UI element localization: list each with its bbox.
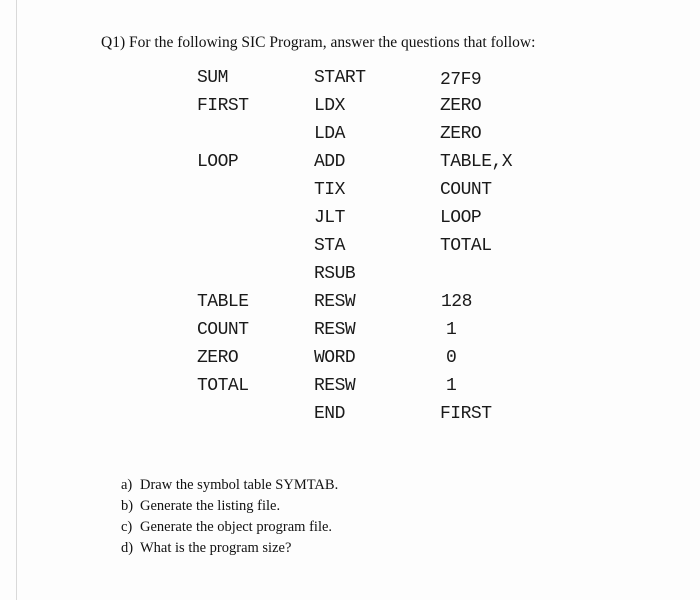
task-item [121, 496, 338, 517]
task-text: Generate the listing file. [140, 498, 281, 514]
program-opcode: LDX [314, 96, 345, 116]
program-operand: 1 [446, 376, 457, 396]
task-marker: c) [121, 519, 133, 535]
program-opcode: STA [314, 236, 345, 256]
task-text: What is the program size? [140, 540, 292, 556]
program-opcode: RESW [314, 292, 356, 312]
task-text: Draw the symbol table SYMTAB. [140, 477, 339, 493]
program-label: FIRST [197, 96, 249, 116]
program-opcode: END [314, 404, 345, 424]
program-label: COUNT [197, 320, 249, 340]
program-label: SUM [197, 68, 228, 88]
program-label: ZERO [197, 348, 239, 368]
task-text: Generate the object program file. [140, 519, 333, 535]
program-operand: TOTAL [440, 236, 492, 256]
program-label: LOOP [197, 152, 239, 172]
task-item [121, 475, 338, 496]
task-marker: a) [121, 477, 133, 493]
program-operand: 128 [441, 292, 472, 312]
program-operand: ZERO [440, 96, 482, 116]
program-operand: TABLE,X [440, 152, 513, 172]
program-opcode: WORD [314, 348, 356, 368]
task-marker: b) [121, 498, 134, 514]
program-operand: 0 [446, 348, 457, 368]
program-operand: ZERO [440, 124, 482, 144]
program-opcode: RESW [314, 320, 356, 340]
program-opcode: ADD [314, 152, 345, 172]
program-operand: 27F9 [440, 70, 482, 90]
program-opcode: RESW [314, 376, 356, 396]
question-heading: Q1) For the following SIC Program, answer the questions that follow: [101, 34, 536, 51]
task-item [121, 517, 338, 538]
program-opcode: LDA [314, 124, 345, 144]
task-marker: d) [121, 540, 134, 556]
program-operand: FIRST [440, 404, 492, 424]
program-opcode: TIX [314, 180, 345, 200]
program-operand: COUNT [440, 180, 492, 200]
program-opcode: JLT [314, 208, 345, 228]
program-operand: LOOP [440, 208, 482, 228]
program-opcode: START [314, 68, 366, 88]
program-label: TABLE [197, 292, 249, 312]
program-opcode: RSUB [314, 264, 356, 284]
program-label: TOTAL [197, 376, 249, 396]
task-list [121, 475, 338, 559]
task-item [121, 538, 338, 559]
program-operand: 1 [446, 320, 457, 340]
